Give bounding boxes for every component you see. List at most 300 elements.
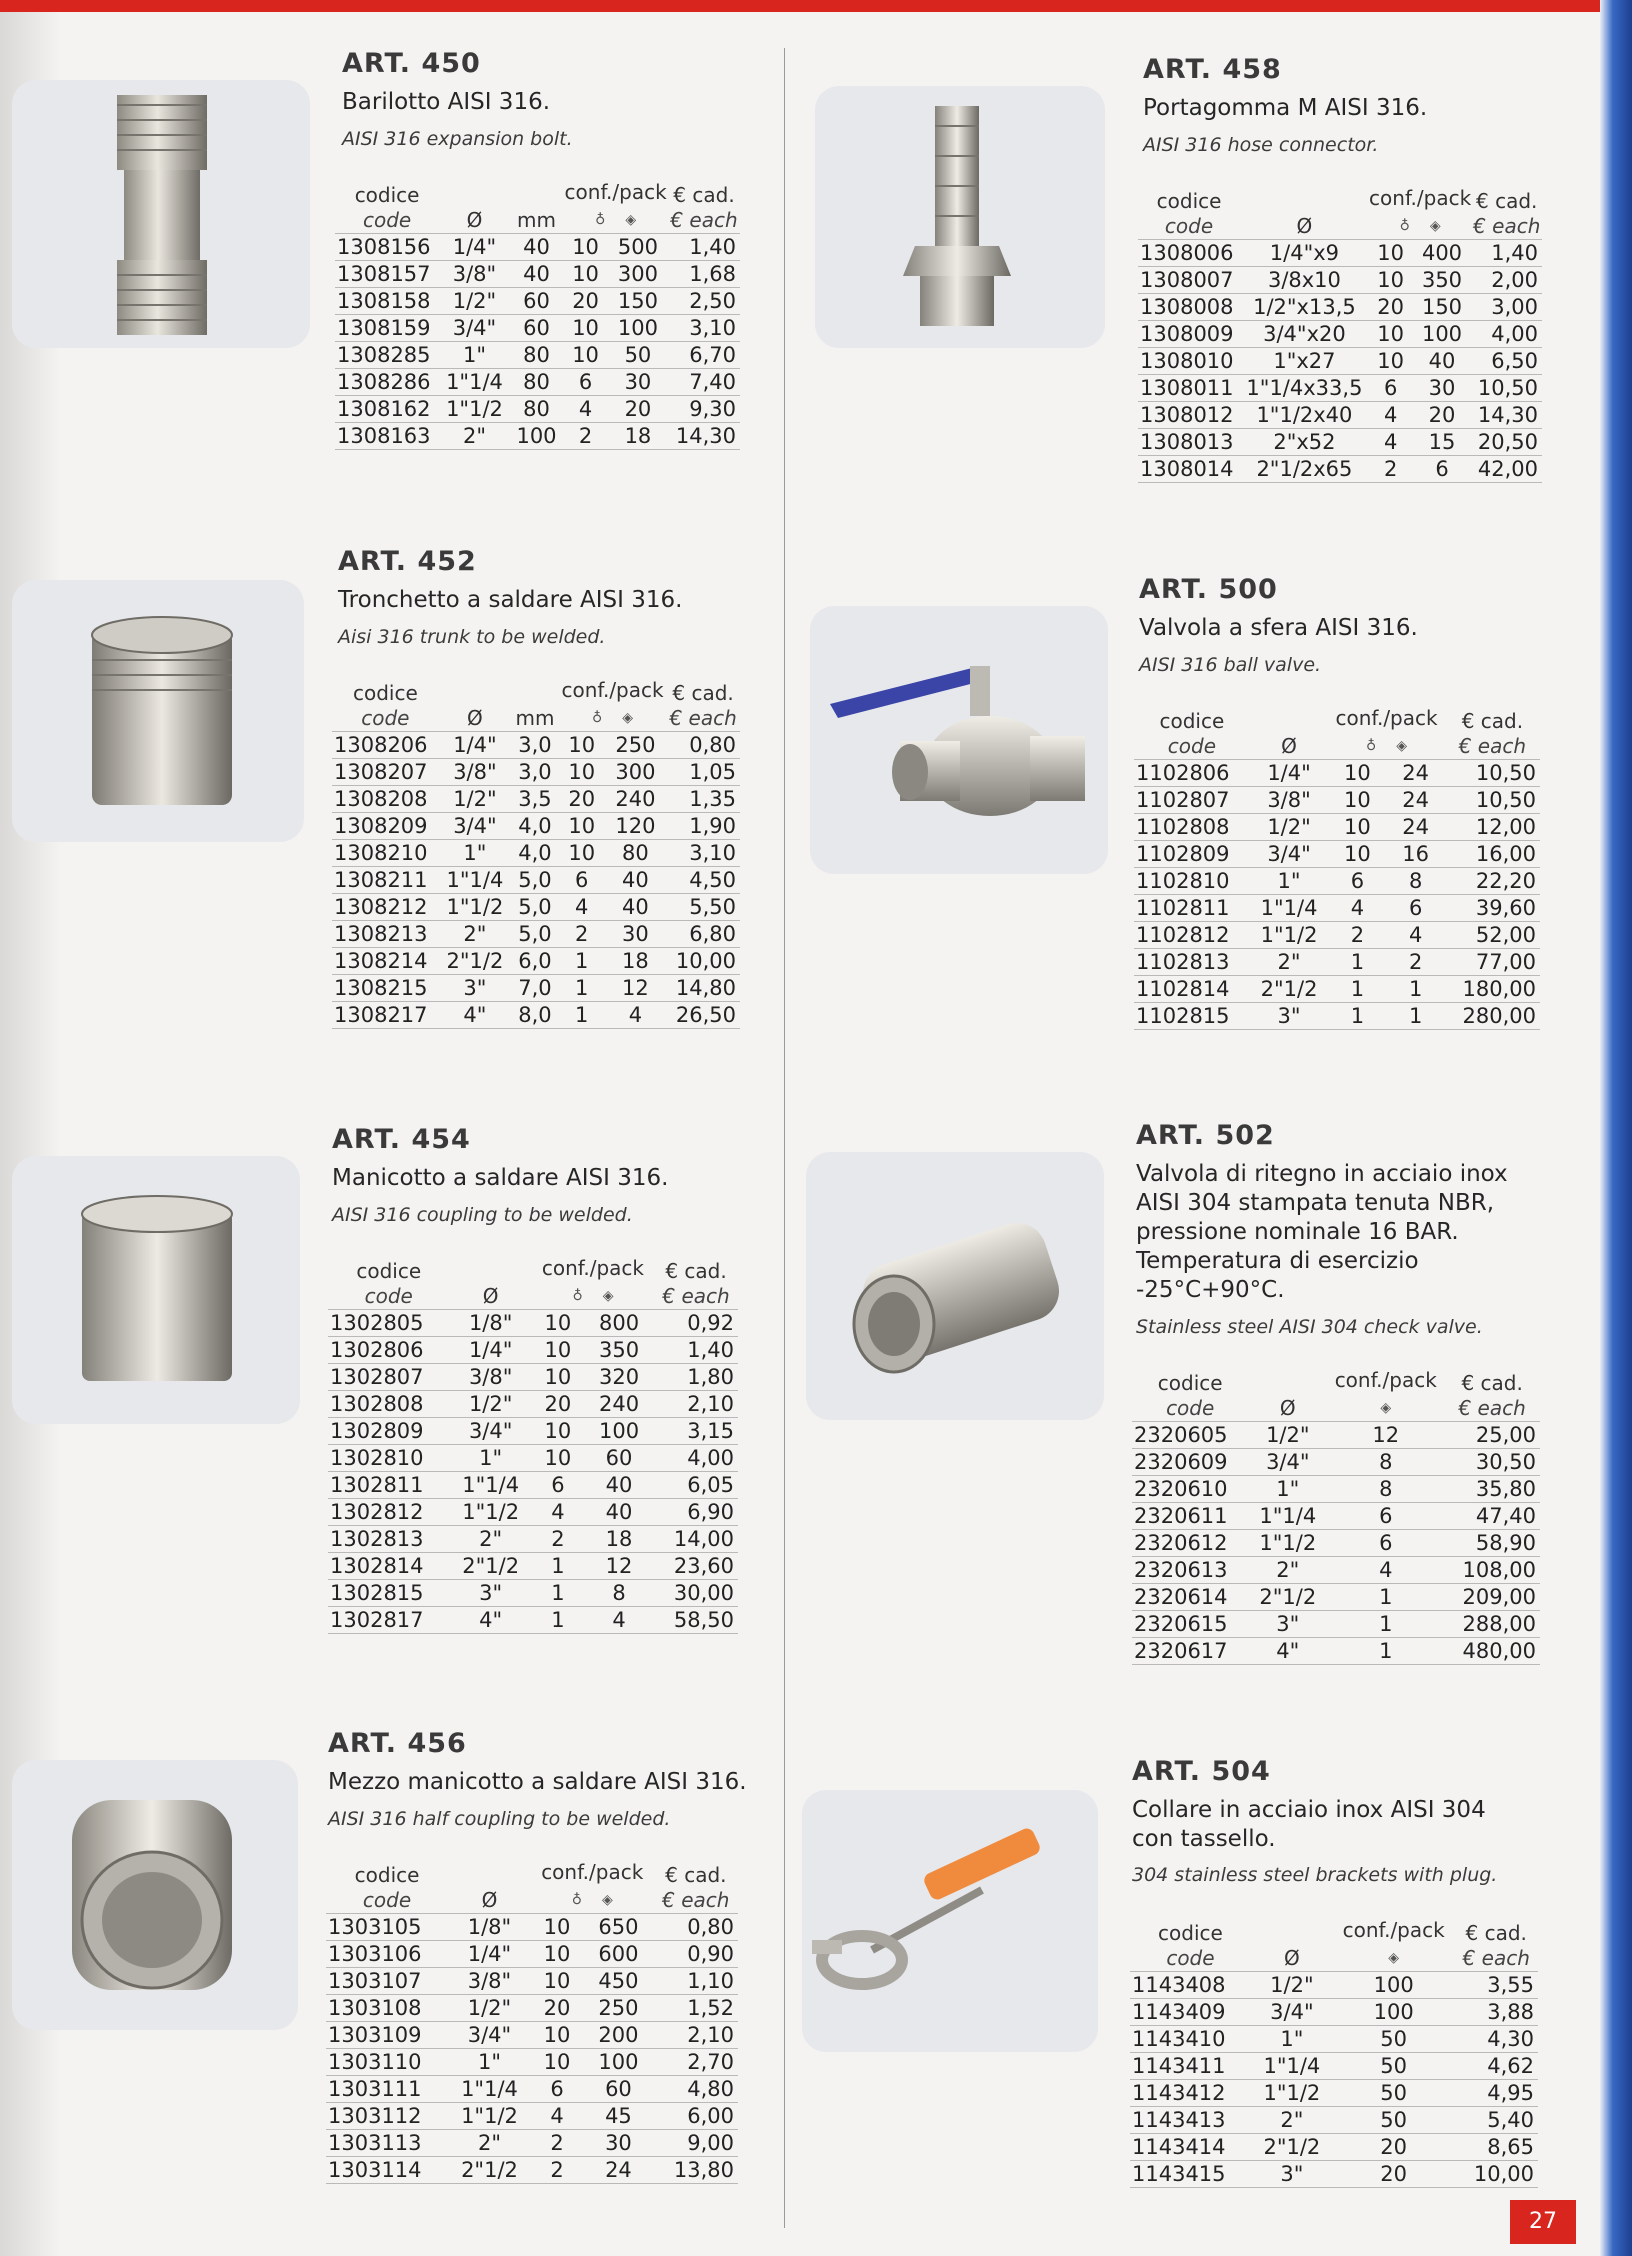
art504-table [1130, 1918, 1538, 2188]
spec-cell: 10 [1369, 348, 1413, 375]
spec-cell: 3/8" [439, 261, 510, 288]
table-row [1134, 949, 1540, 976]
spec-cell: 10 [1328, 841, 1386, 868]
col-code-header: codice code [326, 1860, 448, 1914]
table-row [1132, 1476, 1540, 1503]
product-code-cell: 1308212 [332, 894, 439, 921]
spec-cell: 4,0 [511, 840, 559, 867]
table-row [335, 288, 740, 315]
spec-cell: 1 [559, 975, 605, 1002]
spec-cell: 1"1/4 [1251, 2053, 1333, 2080]
spec-cell: 4 [559, 894, 605, 921]
price-cell: 26,50 [666, 1002, 740, 1029]
spec-cell: 300 [608, 261, 668, 288]
table-row [332, 921, 740, 948]
table-row [1132, 1638, 1540, 1665]
price-cell: 1,05 [666, 759, 740, 786]
product-code-cell: 1143415 [1130, 2161, 1251, 2188]
price-cell: 3,55 [1454, 1972, 1538, 1999]
spec-cell: 40 [605, 867, 667, 894]
spec-cell: 80 [510, 396, 563, 423]
spec-cell: 20 [563, 288, 608, 315]
price-cell: 1,40 [668, 234, 740, 261]
spec-cell: 1/4" [450, 1337, 532, 1364]
table-row [332, 948, 740, 975]
spec-cell: 2 [1328, 922, 1386, 949]
price-cell: 1,68 [668, 261, 740, 288]
spec-cell: 7,0 [511, 975, 559, 1002]
product-code-cell: 1303109 [326, 2022, 448, 2049]
spec-cell: 10 [1328, 787, 1386, 814]
product-code-cell: 1308008 [1138, 294, 1240, 321]
table-row [1132, 1557, 1540, 1584]
table-row [1132, 1611, 1540, 1638]
spec-cell: 250 [605, 732, 667, 759]
spec-cell: 1/2" [450, 1391, 532, 1418]
spec-cell: 4,0 [511, 813, 559, 840]
product-code-cell: 1302812 [328, 1499, 450, 1526]
spec-cell: 2" [450, 1526, 532, 1553]
art456-description: Mezzo manicotto a saldare AISI 316. [328, 1769, 747, 1795]
price-cell: 10,50 [1445, 787, 1540, 814]
col-pack-header: conf./pack ◈ [1333, 1918, 1455, 1972]
price-cell: 6,05 [654, 1472, 738, 1499]
spec-cell: 4 [1369, 429, 1413, 456]
col-dia-header: Ø [1250, 706, 1329, 760]
product-code-cell: 2320615 [1132, 1611, 1248, 1638]
spec-cell: 4" [450, 1607, 532, 1634]
price-cell: 5,40 [1454, 2107, 1538, 2134]
product-code-cell: 1308206 [332, 732, 439, 759]
table-row [1138, 429, 1542, 456]
col-code-header: codice code [332, 678, 439, 732]
spec-cell: 1/2" [1250, 814, 1329, 841]
spec-cell: 4 [605, 1002, 667, 1029]
check-valve-icon [806, 1152, 1104, 1420]
col-code-header: codice code [1138, 186, 1240, 240]
art452-table [332, 678, 740, 1029]
spec-cell: 2 [531, 2130, 583, 2157]
spec-cell: 60 [584, 1445, 654, 1472]
col-pack-header: conf./pack ♁ ◈ [559, 678, 666, 732]
product-code-cell: 1308215 [332, 975, 439, 1002]
art458-translation: AISI 316 hose connector. [1143, 134, 1379, 156]
product-code-cell: 1308162 [335, 396, 439, 423]
spec-cell: 2"1/2 [1251, 2134, 1333, 2161]
product-code-cell: 1303105 [326, 1914, 448, 1941]
spec-cell: 100 [584, 1418, 654, 1445]
price-cell: 8,65 [1454, 2134, 1538, 2161]
table-row [1132, 1449, 1540, 1476]
product-code-cell: 1102807 [1134, 787, 1250, 814]
spec-cell: 10 [531, 1914, 583, 1941]
art456-table [326, 1860, 738, 2184]
product-code-cell: 1303114 [326, 2157, 448, 2184]
spec-cell: 1 [532, 1553, 584, 1580]
product-code-cell: 1308010 [1138, 348, 1240, 375]
spec-cell: 24 [1387, 787, 1445, 814]
spec-cell: 12 [605, 975, 667, 1002]
spec-cell: 60 [583, 2076, 653, 2103]
spec-cell: 1 [1328, 949, 1386, 976]
spec-cell: 18 [605, 948, 667, 975]
table-row [1130, 2080, 1538, 2107]
art450-description: Barilotto AISI 316. [342, 89, 551, 115]
box-icon: ◈ [622, 710, 634, 726]
art458-title: ART. 458 [1143, 54, 1282, 85]
spec-cell: 24 [583, 2157, 653, 2184]
product-photo-art458 [815, 86, 1105, 348]
spec-cell: 60 [510, 288, 563, 315]
spec-cell: 100 [608, 315, 668, 342]
price-cell: 20,50 [1471, 429, 1542, 456]
price-cell: 39,60 [1445, 895, 1540, 922]
spec-cell: 100 [1333, 1999, 1455, 2026]
spec-cell: 6 [559, 867, 605, 894]
spec-cell: 3/4"x20 [1240, 321, 1369, 348]
product-code-cell: 1308214 [332, 948, 439, 975]
spec-cell: 10 [531, 1941, 583, 1968]
top-red-band [0, 0, 1600, 12]
table-row [1132, 1422, 1540, 1449]
spec-cell: 3,0 [511, 759, 559, 786]
table-row [328, 1607, 738, 1634]
spec-cell: 100 [1333, 1972, 1455, 1999]
spec-cell: 50 [1333, 2107, 1455, 2134]
spec-cell: 20 [1333, 2161, 1455, 2188]
product-code-cell: 2320605 [1132, 1422, 1248, 1449]
price-cell: 4,50 [666, 867, 740, 894]
price-cell: 3,15 [654, 1418, 738, 1445]
art504-translation: 304 stainless steel brackets with plug. [1132, 1864, 1498, 1886]
spec-cell: 50 [608, 342, 668, 369]
table-row [328, 1310, 738, 1337]
price-cell: 58,50 [654, 1607, 738, 1634]
spec-cell: 20 [1413, 402, 1472, 429]
spec-cell: 3/4" [439, 315, 510, 342]
table-row [328, 1364, 738, 1391]
price-cell: 30,50 [1444, 1449, 1540, 1476]
col-dia-header: Ø [450, 1256, 532, 1310]
spec-cell: 20 [532, 1391, 584, 1418]
spec-cell: 1/4" [439, 732, 511, 759]
price-cell: 9,30 [668, 396, 740, 423]
table-row [326, 2103, 738, 2130]
spec-cell: 10 [532, 1364, 584, 1391]
spec-cell: 60 [510, 315, 563, 342]
art502-translation: Stainless steel AISI 304 check valve. [1136, 1316, 1483, 1338]
spec-cell: 320 [584, 1364, 654, 1391]
col-dia-header: Ø [439, 180, 510, 234]
spec-cell: 4" [1248, 1638, 1327, 1665]
spec-cell: 3/4" [448, 2022, 531, 2049]
price-cell: 3,10 [668, 315, 740, 342]
box-icon: ◈ [1396, 738, 1408, 754]
coupling-icon [12, 1156, 300, 1424]
art458-table [1138, 186, 1542, 483]
spec-cell: 2" [1251, 2107, 1333, 2134]
price-cell: 13,80 [654, 2157, 738, 2184]
product-code-cell: 1308009 [1138, 321, 1240, 348]
spec-cell: 5,0 [511, 894, 559, 921]
art454-table [328, 1256, 738, 1634]
spec-cell: 30 [583, 2130, 653, 2157]
half-coupling-icon [12, 1760, 298, 2030]
spec-cell: 10 [532, 1418, 584, 1445]
price-cell: 4,00 [1471, 321, 1542, 348]
box-icon: ◈ [602, 1892, 613, 1908]
table-row [1134, 787, 1540, 814]
spec-cell: 300 [605, 759, 667, 786]
spec-cell: 8 [584, 1580, 654, 1607]
spec-cell: 350 [584, 1337, 654, 1364]
price-cell: 2,70 [654, 2049, 738, 2076]
box-icon: ◈ [625, 212, 637, 228]
col-pack-header: conf./pack ♁ ◈ [532, 1256, 654, 1310]
product-code-cell: 1308207 [332, 759, 439, 786]
spec-cell: 3/4" [1250, 841, 1329, 868]
price-cell: 0,80 [654, 1914, 738, 1941]
spec-cell: 4 [1328, 895, 1386, 922]
product-photo-art456 [12, 1760, 298, 2030]
col-price-header: € cad. € each [1454, 1918, 1538, 1972]
price-cell: 0,90 [654, 1941, 738, 1968]
col-price-header: € cad. € each [1471, 186, 1542, 240]
spec-cell: 3/8" [439, 759, 511, 786]
price-cell: 1,35 [666, 786, 740, 813]
product-code-cell: 1102815 [1134, 1003, 1250, 1030]
spec-cell: 2"1/2x65 [1240, 456, 1369, 483]
product-code-cell: 2320614 [1132, 1584, 1248, 1611]
art454-title: ART. 454 [332, 1124, 471, 1155]
product-code-cell: 1302815 [328, 1580, 450, 1607]
spec-cell: 1/2"x13,5 [1240, 294, 1369, 321]
spec-cell: 3,5 [511, 786, 559, 813]
art458-description: Portagomma M AISI 316. [1143, 95, 1428, 121]
spec-cell: 1"1/2 [450, 1499, 532, 1526]
spec-cell: 10 [531, 1968, 583, 1995]
col-price-header: € cad. € each [654, 1860, 738, 1914]
product-photo-art450 [12, 80, 310, 348]
price-cell: 1,40 [1471, 240, 1542, 267]
price-cell: 3,00 [1471, 294, 1542, 321]
product-code-cell: 1308007 [1138, 267, 1240, 294]
price-cell: 77,00 [1445, 949, 1540, 976]
spec-cell: 8 [1387, 868, 1445, 895]
spec-cell: 3" [1250, 1003, 1329, 1030]
spec-cell: 1"1/4 [1248, 1503, 1327, 1530]
table-row [1138, 240, 1542, 267]
price-cell: 209,00 [1444, 1584, 1540, 1611]
product-code-cell: 1308286 [335, 369, 439, 396]
spec-cell: 40 [510, 261, 563, 288]
spec-cell: 120 [605, 813, 667, 840]
spec-cell: 1" [439, 840, 511, 867]
col-price-header: € cad. € each [668, 180, 740, 234]
spec-cell: 1/8" [450, 1310, 532, 1337]
table-row [328, 1418, 738, 1445]
spec-cell: 2 [563, 423, 608, 450]
table-row [332, 759, 740, 786]
spec-cell: 1" [450, 1445, 532, 1472]
spec-cell: 1"1/4 [439, 369, 510, 396]
table-row [1134, 895, 1540, 922]
spec-cell: 650 [583, 1914, 653, 1941]
trunk-fitting-icon [12, 580, 304, 842]
table-row [1132, 1530, 1540, 1557]
product-code-cell: 1302809 [328, 1418, 450, 1445]
product-code-cell: 1308159 [335, 315, 439, 342]
col-dia-header: Ø [1240, 186, 1369, 240]
spec-cell: 1" [448, 2049, 531, 2076]
col-code-header: codice code [1132, 1368, 1248, 1422]
price-cell: 1,40 [654, 1337, 738, 1364]
spec-cell: 3,0 [511, 732, 559, 759]
product-code-cell: 1302817 [328, 1607, 450, 1634]
spec-cell: 20 [608, 396, 668, 423]
spec-cell: 40 [605, 894, 667, 921]
table-row [335, 423, 740, 450]
product-code-cell: 1302814 [328, 1553, 450, 1580]
col-dia-header: Ø [1251, 1918, 1333, 1972]
table-row [332, 867, 740, 894]
col-price-header: € cad. € each [1445, 706, 1540, 760]
spec-cell: 450 [583, 1968, 653, 1995]
spec-cell: 45 [583, 2103, 653, 2130]
price-cell: 0,80 [666, 732, 740, 759]
spec-cell: 1"1/2 [448, 2103, 531, 2130]
price-cell: 108,00 [1444, 1557, 1540, 1584]
right-blue-edge [1600, 0, 1632, 2256]
spec-cell: 10 [559, 813, 605, 840]
spec-cell: 1" [1250, 868, 1329, 895]
price-cell: 16,00 [1445, 841, 1540, 868]
spec-cell: 2 [1387, 949, 1445, 976]
price-cell: 25,00 [1444, 1422, 1540, 1449]
table-row [1138, 294, 1542, 321]
bag-icon: ♁ [1366, 738, 1377, 754]
table-row [328, 1391, 738, 1418]
spec-cell: 1/4" [439, 234, 510, 261]
spec-cell: 2"1/2 [1250, 976, 1329, 1003]
table-row [335, 315, 740, 342]
spec-cell: 400 [1413, 240, 1472, 267]
spec-cell: 1/4" [448, 1941, 531, 1968]
spec-cell: 1"1/4 [439, 867, 511, 894]
product-code-cell: 2320611 [1132, 1503, 1248, 1530]
table-row [332, 840, 740, 867]
art456-translation: AISI 316 half coupling to be welded. [328, 1808, 671, 1830]
spec-cell: 6 [1328, 868, 1386, 895]
art502-description: Valvola di ritegno in acciaio inox AISI 304 stampata tenuta NBR, pressione nominale 16 BAR. Temperatura di esercizio -25°C+90°C. [1136, 1161, 1508, 1303]
col-price-header: € cad. € each [654, 1256, 738, 1310]
table-row [1138, 267, 1542, 294]
spec-cell: 6,0 [511, 948, 559, 975]
spec-cell: 30 [608, 369, 668, 396]
spec-cell: 10 [563, 342, 608, 369]
table-row [1134, 1003, 1540, 1030]
spec-cell: 15 [1413, 429, 1472, 456]
price-cell: 4,95 [1454, 2080, 1538, 2107]
product-code-cell: 1303106 [326, 1941, 448, 1968]
spec-cell: 10 [1369, 267, 1413, 294]
product-code-cell: 1303108 [326, 1995, 448, 2022]
art452-translation: Aisi 316 trunk to be welded. [338, 626, 606, 648]
table-row [1138, 456, 1542, 483]
art454-description: Manicotto a saldare AISI 316. [332, 1165, 669, 1191]
table-row [335, 342, 740, 369]
spec-cell: 10 [1369, 240, 1413, 267]
spec-cell: 10 [563, 234, 608, 261]
col-pack-header: conf./pack ♁ ◈ [531, 1860, 654, 1914]
price-cell: 6,90 [654, 1499, 738, 1526]
product-photo-art502 [806, 1152, 1104, 1420]
page-number: 27 [1510, 2200, 1576, 2244]
column-divider [784, 48, 785, 2228]
spec-cell: 3/4" [1251, 1999, 1333, 2026]
table-row [335, 396, 740, 423]
product-code-cell: 1143409 [1130, 1999, 1251, 2026]
table-row [1134, 814, 1540, 841]
spec-cell: 1 [532, 1580, 584, 1607]
product-code-cell: 2320617 [1132, 1638, 1248, 1665]
spec-cell: 2"1/2 [450, 1553, 532, 1580]
spec-cell: 10 [532, 1337, 584, 1364]
spec-cell: 18 [584, 1526, 654, 1553]
product-code-cell: 1143414 [1130, 2134, 1251, 2161]
col-dia-header: Ø [448, 1860, 531, 1914]
product-code-cell: 1143410 [1130, 2026, 1251, 2053]
price-cell: 10,50 [1445, 760, 1540, 787]
spec-cell: 30 [605, 921, 667, 948]
spec-cell: 1/4"x9 [1240, 240, 1369, 267]
table-row [326, 2157, 738, 2184]
price-cell: 52,00 [1445, 922, 1540, 949]
spec-cell: 1"1/2 [1250, 922, 1329, 949]
spec-cell: 4 [563, 396, 608, 423]
table-row [328, 1580, 738, 1607]
price-cell: 58,90 [1444, 1530, 1540, 1557]
product-code-cell: 1308158 [335, 288, 439, 315]
spec-cell: 1/2" [1248, 1422, 1327, 1449]
spec-cell: 250 [583, 1995, 653, 2022]
price-cell: 0,92 [654, 1310, 738, 1337]
product-code-cell: 1308211 [332, 867, 439, 894]
col-pack-header: conf./pack ♁ ◈ [1369, 186, 1472, 240]
box-icon: ◈ [602, 1288, 614, 1304]
product-photo-art500 [810, 606, 1108, 874]
product-code-cell: 1308013 [1138, 429, 1240, 456]
table-row [326, 2049, 738, 2076]
spec-cell: 1 [1327, 1638, 1444, 1665]
art500-title: ART. 500 [1139, 574, 1278, 605]
product-code-cell: 1308163 [335, 423, 439, 450]
spec-cell: 4 [1369, 402, 1413, 429]
spec-cell: 20 [531, 1995, 583, 2022]
spec-cell: 2 [559, 921, 605, 948]
col-code-header: codice code [1134, 706, 1250, 760]
spec-cell: 20 [559, 786, 605, 813]
table-row [332, 1002, 740, 1029]
expansion-bolt-icon [12, 80, 310, 348]
spec-cell: 10 [559, 840, 605, 867]
bag-icon: ♁ [1399, 218, 1410, 234]
spec-cell: 3/4" [1248, 1449, 1327, 1476]
product-code-cell: 1102813 [1134, 949, 1250, 976]
spec-cell: 100 [583, 2049, 653, 2076]
col-mm-header: mm [511, 678, 559, 732]
ball-valve-icon [810, 606, 1108, 874]
